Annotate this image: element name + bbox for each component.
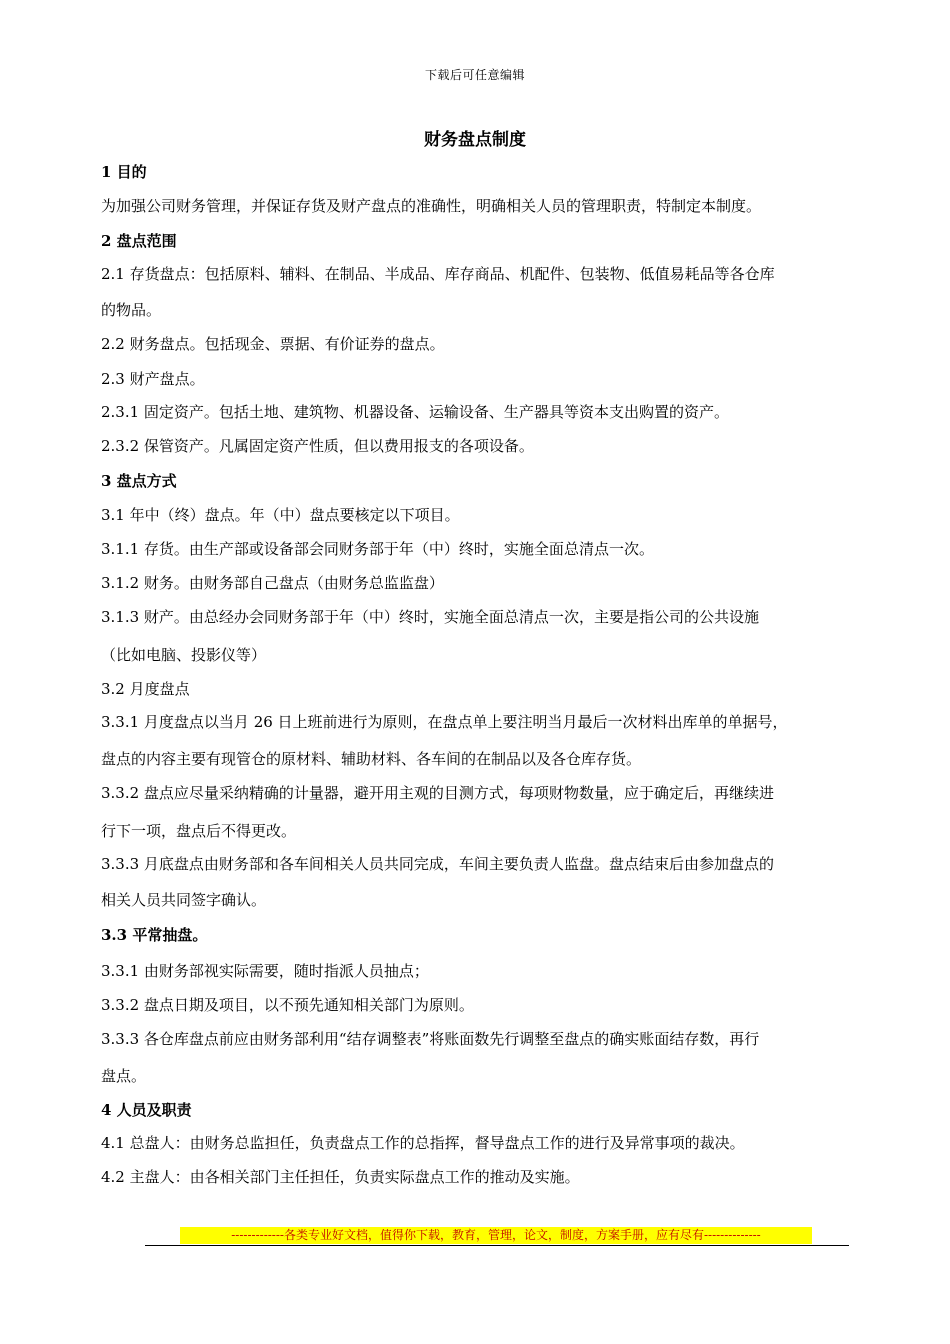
paragraph-line: 4.2 主盘人：由各相关部门主任担任，负责实际盘点工作的推动及实施。 [101, 1168, 580, 1186]
paragraph-line: 的物品。 [101, 301, 162, 319]
paragraph-line: 3.1.1 存货。由生产部或设备部会同财务部于年（中）终时，实施全面总清点一次。 [101, 540, 654, 558]
paragraph-line: 为加强公司财务管理，并保证存货及财产盘点的准确性，明确相关人员的管理职责，特制定本制度。 [101, 197, 762, 215]
footer-divider [145, 1245, 849, 1246]
section-heading: 3.3 平常抽盘。 [101, 926, 208, 944]
paragraph-line: 2.2 财务盘点。包括现金、票据、有价证券的盘点。 [101, 335, 445, 353]
paragraph-line: 3.3.1 由财务部视实际需要，随时指派人员抽点； [101, 962, 429, 980]
paragraph-line: 3.3.3 月底盘点由财务部和各车间相关人员共同完成，车间主要负责人监盘。盘点结束后由参加盘点的 [101, 855, 774, 873]
paragraph-line: 2.3.1 固定资产。包括土地、建筑物、机器设备、运输设备、生产器具等资本支出购置的资产。 [101, 403, 729, 421]
paragraph-line: 3.3.2 盘点应尽量采纳精确的计量器，避开用主观的目测方式，每项财物数量，应于确定后，再继续进 [101, 784, 774, 802]
section-heading: 1 目的 [101, 163, 147, 181]
paragraph-line: （比如电脑、投影仪等） [101, 646, 267, 664]
paragraph-line: 2.3 财产盘点。 [101, 370, 205, 388]
section-heading: 2 盘点范围 [101, 232, 177, 250]
paragraph-line: 行下一项，盘点后不得更改。 [101, 822, 297, 840]
paragraph-line: 3.3.3 各仓库盘点前应由财务部利用“结存调整表”将账面数先行调整至盘点的确实账面结存数，再行 [101, 1030, 760, 1048]
paragraph-line: 盘点的内容主要有现管仓的原材料、辅助材料、各车间的在制品以及各仓库存货。 [101, 750, 642, 768]
section-heading: 4 人员及职责 [101, 1101, 192, 1119]
footer-banner: -------------各类专业好文档，值得你下载，教育，管理，论文，制度，方案手册，应有尽有-------------- [180, 1227, 812, 1244]
page-header-note: 下载后可任意编辑 [424, 68, 525, 82]
document-title: 财务盘点制度 [424, 130, 526, 150]
paragraph-line: 3.2 月度盘点 [101, 680, 190, 698]
paragraph-line: 3.1.2 财务。由财务部自己盘点（由财务总监监盘） [101, 574, 444, 592]
paragraph-line: 3.3.1 月度盘点以当月 26 日上班前进行为原则，在盘点单上要注明当月最后一次材料出库单的单据号， [101, 713, 788, 731]
paragraph-line: 相关人员共同签字确认。 [101, 891, 267, 909]
paragraph-line: 3.3.2 盘点日期及项目，以不预先通知相关部门为原则。 [101, 996, 474, 1014]
paragraph-line: 2.3.2 保管资产。凡属固定资产性质，但以费用报支的各项设备。 [101, 437, 534, 455]
paragraph-line: 3.1 年中（终）盘点。年（中）盘点要核定以下项目。 [101, 506, 460, 524]
paragraph-line: 3.1.3 财产。由总经办会同财务部于年（中）终时，实施全面总清点一次，主要是指公司的公共设施 [101, 608, 759, 626]
paragraph-line: 4.1 总盘人：由财务总监担任，负责盘点工作的总指挥，督导盘点工作的进行及异常事项的裁决。 [101, 1134, 745, 1152]
section-heading: 3 盘点方式 [101, 472, 177, 490]
paragraph-line: 盘点。 [101, 1067, 147, 1085]
paragraph-line: 2.1 存货盘点：包括原料、辅料、在制品、半成品、库存商品、机配件、包装物、低值易耗品等各仓库 [101, 265, 775, 283]
